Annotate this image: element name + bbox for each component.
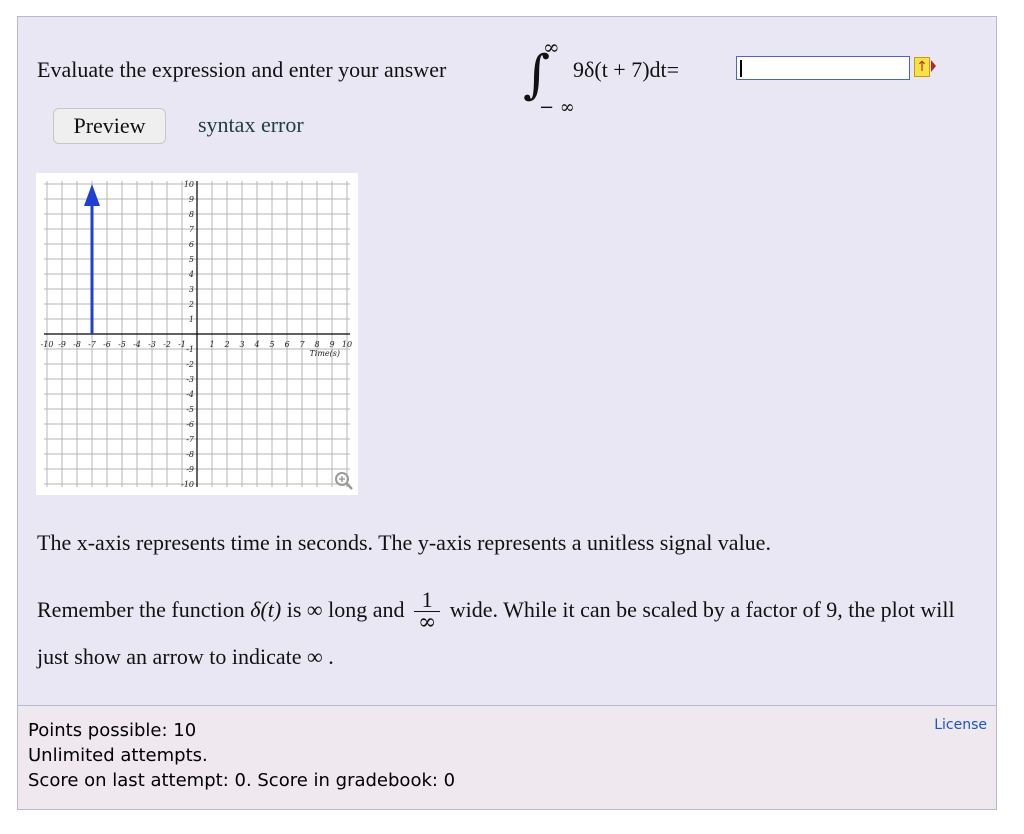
y-tick-label: 1 xyxy=(188,315,194,324)
x-tick-label: -4 xyxy=(133,340,141,349)
description-text-a: Remember the function xyxy=(37,597,245,622)
integral-symbol: ∫ xyxy=(523,45,551,105)
text-caret xyxy=(740,60,742,77)
y-tick-label: -2 xyxy=(186,360,194,369)
question-prompt: Evaluate the expression and enter your answer xyxy=(37,57,447,82)
integral-sign xyxy=(517,35,575,118)
fraction-numerator: 1 xyxy=(414,589,440,612)
fraction xyxy=(414,589,440,634)
description-axes: The x-axis represents time in seconds. The y-axis represents a unitless signal value. xyxy=(37,530,771,555)
y-tick-label: 6 xyxy=(188,240,194,249)
integral-upper-limit: ∞ xyxy=(543,35,560,59)
answer-input[interactable] xyxy=(736,56,910,80)
fraction-denominator: ∞ xyxy=(417,610,437,636)
arrow-up-icon[interactable]: ↑ xyxy=(914,57,930,77)
x-tick-label: 7 xyxy=(299,340,305,349)
impulse-arrowhead xyxy=(84,184,100,206)
y-tick-label: 8 xyxy=(188,210,194,219)
description-text-b: is ∞ long and xyxy=(286,597,405,622)
y-tick-label: -10 xyxy=(181,480,194,489)
x-tick-label: -7 xyxy=(88,340,96,349)
delta-function: δ(t) xyxy=(250,597,282,622)
x-tick-label: 3 xyxy=(239,340,245,349)
x-tick-label: -6 xyxy=(103,340,111,349)
question-footer xyxy=(17,706,997,810)
description-delta xyxy=(37,587,977,680)
question-panel xyxy=(17,16,997,706)
x-tick-label: 6 xyxy=(284,340,290,349)
y-tick-label: 5 xyxy=(188,255,194,264)
attempts-info: Unlimited attempts. xyxy=(28,745,208,766)
y-tick-label: 9 xyxy=(188,195,194,204)
integral-expression: 9δ(t + 7)dt= xyxy=(573,57,680,82)
x-tick-label: 10 xyxy=(341,340,353,349)
x-tick-label: -2 xyxy=(163,340,171,349)
x-tick-label: 2 xyxy=(224,340,230,349)
y-tick-label: -5 xyxy=(186,405,194,414)
score-info: Score on last attempt: 0. Score in gradebook: 0 xyxy=(28,770,456,791)
y-tick-label: -1 xyxy=(186,345,194,354)
y-tick-label: -4 xyxy=(186,390,194,399)
y-tick-label: -9 xyxy=(186,465,194,474)
x-tick-label: -5 xyxy=(118,340,126,349)
x-tick-label: -3 xyxy=(148,340,156,349)
x-tick-label: 4 xyxy=(254,340,260,349)
x-tick-label: -8 xyxy=(73,340,81,349)
graph-svg xyxy=(36,173,358,495)
points-possible: Points possible: 10 xyxy=(28,720,197,741)
license-link[interactable]: License xyxy=(934,717,987,733)
y-tick-label: 3 xyxy=(188,285,194,294)
y-tick-label: -6 xyxy=(186,420,194,429)
x-tick-label: 5 xyxy=(269,340,275,349)
y-tick-label: -7 xyxy=(186,435,194,444)
description-text-c: wide. While it can be scaled by a factor of 9, the plot will just show an arrow to indicate ∞ . xyxy=(37,597,955,670)
y-tick-label: 4 xyxy=(188,270,194,279)
x-tick-label: 1 xyxy=(209,340,215,349)
syntax-error-message: syntax error xyxy=(198,112,304,137)
y-tick-label: -3 xyxy=(186,375,194,384)
y-tick-label: 7 xyxy=(188,225,194,234)
x-tick-label: 9 xyxy=(329,340,335,349)
x-tick-label: -9 xyxy=(58,340,66,349)
signal-graph xyxy=(36,173,358,495)
integral-lower-limit: − ∞ xyxy=(539,97,575,118)
x-tick-label: -10 xyxy=(40,340,54,349)
input-status-icon xyxy=(931,60,936,72)
preview-button[interactable]: Preview xyxy=(53,108,166,144)
x-axis-title: Time(s) xyxy=(309,349,340,358)
y-tick-label: 2 xyxy=(188,300,194,309)
x-tick-label: -1 xyxy=(178,340,186,349)
footer-info xyxy=(28,718,455,793)
y-tick-label: -8 xyxy=(186,450,194,459)
x-tick-label: 8 xyxy=(314,340,320,349)
y-tick-label: 10 xyxy=(183,180,194,189)
